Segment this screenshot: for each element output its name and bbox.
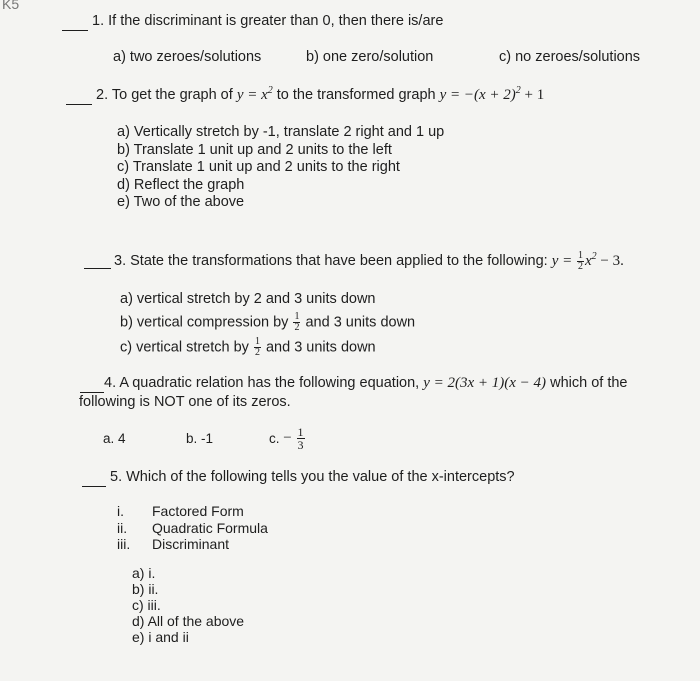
q2-option-c: c) Translate 1 unit up and 2 units to the right xyxy=(117,159,400,175)
q5-roman-item: iii. Discriminant xyxy=(117,536,230,552)
q3-intro: 3. State the transformations that have been applied to the following: xyxy=(114,252,548,269)
q1-option-a: a) two zeroes/solutions xyxy=(113,49,262,65)
q5-option-c: c) iii. xyxy=(132,597,161,613)
question-5-text: 5. Which of the following tells you the value of the x-intercepts? xyxy=(110,469,515,485)
q5-option-b: b) ii. xyxy=(132,581,159,597)
corner-label: K5 xyxy=(2,0,20,12)
question-3-text xyxy=(114,251,624,272)
q3-option-c-fraction: $\frac{1}{2}$ xyxy=(254,336,260,358)
q2-original-equation: $y = x^2$ xyxy=(236,85,273,103)
q5-options xyxy=(132,565,244,645)
answer-blank-q4[interactable] xyxy=(80,392,104,393)
q2-middle: to the transformed graph xyxy=(276,87,436,103)
answer-blank-q2[interactable] xyxy=(66,104,92,105)
question-2-text xyxy=(96,87,544,104)
q2-option-d: d) Reflect the graph xyxy=(117,176,245,193)
q5-roman-list xyxy=(117,503,268,553)
q5-roman-item: ii. Quadratic Formula xyxy=(117,519,268,536)
q5-option-e: e) i and ii xyxy=(132,629,189,645)
question-4-text xyxy=(104,375,627,392)
q2-transformed-equation: $y = -(x + 2)^2 + 1$ xyxy=(439,85,545,103)
q4-option-c-fraction: $\frac{1}{3}$ xyxy=(297,425,304,452)
q4-option-c: c. − $\frac{1}{3}$ xyxy=(269,425,304,452)
q4-equation: y = 2(3x + 1)(x − 4) xyxy=(423,375,547,391)
q3-option-c: c) vertical stretch by $\frac{1}{2}$ and 3 units down xyxy=(120,336,376,358)
q3-option-a: a) vertical stretch by 2 and 3 units down xyxy=(120,291,376,307)
q2-option-a: a) Vertically stretch by -1, translate 2 right and 1 up xyxy=(117,124,445,140)
q5-option-a: a) i. xyxy=(132,565,156,581)
q4-option-b: b. -1 xyxy=(186,431,214,446)
answer-blank-q3[interactable] xyxy=(84,268,111,269)
q2-option-e: e) Two of the above xyxy=(117,194,245,210)
answer-blank-q1[interactable] xyxy=(62,30,88,31)
q2-option-b: b) Translate 1 unit up and 2 units to the left xyxy=(117,141,392,158)
q1-option-b: b) one zero/solution xyxy=(306,49,434,65)
q2-intro: 2. To get the graph of xyxy=(96,87,233,103)
q4-option-a: a. 4 xyxy=(103,431,126,446)
q3-option-b: b) vertical compression by $\frac{1}{2}$ and 3 units down xyxy=(120,311,416,333)
q4-line-2: following is NOT one of its zeros. xyxy=(79,394,291,410)
q3-option-b-fraction: $\frac{1}{2}$ xyxy=(294,311,300,333)
q5-option-d: d) All of the above xyxy=(132,613,245,629)
answer-blank-q5[interactable] xyxy=(82,486,106,487)
question-1-text: 1. If the discriminant is greater than 0, then there is/are xyxy=(92,13,444,29)
q3-equation: y = $\frac{1}{2}$ $x^2 - 3$. xyxy=(551,250,624,272)
q4-intro: 4. A quadratic relation has the following equation, xyxy=(104,375,420,391)
q2-options xyxy=(117,124,444,212)
q4-tail: which of the xyxy=(550,375,628,391)
q5-roman-item: i. Factored Form xyxy=(117,503,244,519)
q1-option-c: c) no zeroes/solutions xyxy=(499,49,641,65)
